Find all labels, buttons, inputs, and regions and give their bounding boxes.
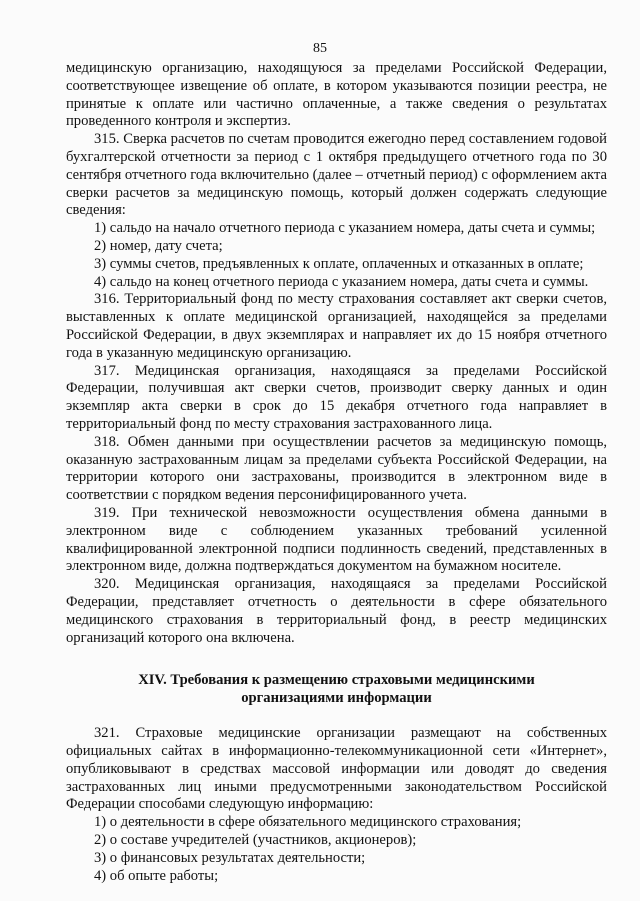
paragraph: 316. Территориальный фонд по месту страхования составляет акт сверки счетов, выставленных к оплате медицинской организацией, находящейся за пределами Российской Федерации, в двух экземплярах и направляет их до 15 ноября отчетного года в указанную медицинскую организацию. — [66, 291, 607, 361]
section-heading — [66, 671, 607, 707]
list-item: 3) суммы счетов, предъявленных к оплате, оплаченных и отказанных в оплате; — [94, 255, 584, 272]
list-item: 1) сальдо на начало отчетного периода с указанием номера, даты счета и суммы; — [94, 220, 596, 237]
list-item: 4) сальдо на конец отчетного периода с указанием номера, даты счета и суммы. — [94, 273, 589, 290]
list-item: 2) о составе учредителей (участников, акционеров); — [94, 832, 417, 849]
paragraph: 320. Медицинская организация, находящаяся за пределами Российской Федерации, представляет отчетность о деятельности в сфере обязательного медицинского страхования в территориальный фонд, в реестр медицинских организаций которого она включена. — [66, 576, 607, 646]
paragraph: 319. При технической невозможности осуществления обмена данными в электронном виде с соблюдением указанных требований усиленной квалифицированной электронной подписи подлинность сведений, представленных в электронном виде, должна подтверждаться документом на бумажном носителе. — [66, 504, 607, 575]
paragraph: медицинскую организацию, находящуюся за пределами Российской Федерации, соответствующее извещение об оплате, в котором указываются позиции реестра, не принятые к оплате или частично оплаченные, а также сведения о результатах проведенного контроля и экспертиз. — [66, 60, 607, 130]
document-body — [66, 60, 607, 885]
page-number: 85 — [313, 41, 327, 56]
paragraph: 318. Обмен данными при осуществлении расчетов за медицинскую помощь, оказанную застрахованным лицам за пределами субъекта Российской Федерации, на территории которого они застрахованы, производится в электронном виде в соответствии с порядком ведения персонифицированного учета. — [66, 433, 607, 504]
list-item: 4) об опыте работы; — [94, 867, 219, 884]
paragraph: 321. Страховые медицинские организации размещают на собственных официальных сайтах в информационно-телекоммуникационной сети «Интернет», опубликовывают в средствах массовой информации или доводят до сведения застрахованных лиц иными предусмотренными законодательством Российской Федерации способами следующую информацию: — [66, 725, 607, 813]
paragraph: 315. Сверка расчетов по счетам проводится ежегодно перед составлением годовой бухгалтерской отчетности за период с 1 октября предыдущего отчетного года по 30 сентября отчетного года включительно (далее – отчетный период) с оформлением акта сверки расчетов за медицинскую помощь, который должен содержать следующие сведения: — [66, 131, 607, 219]
section-paragraphs-after — [66, 725, 607, 885]
paragraph: 317. Медицинская организация, находящаяся за пределами Российской Федерации, получившая акт сверки счетов, производит сверку данных и один экземпляр акта сверки в срок до 15 декабря отчетного года направляет в территориальный фонд по месту страхования застрахованного лица. — [66, 362, 607, 432]
section-heading-line2: организациями информации — [241, 690, 432, 707]
list-item: 1) о деятельности в сфере обязательного медицинского страхования; — [94, 814, 522, 831]
list-item: 3) о финансовых результатах деятельности; — [94, 849, 366, 866]
section-heading-line1: XIV. Требования к размещению страховыми медицинскими — [138, 672, 535, 689]
list-item: 2) номер, дату счета; — [94, 237, 223, 254]
section-paragraphs-before — [66, 60, 607, 647]
